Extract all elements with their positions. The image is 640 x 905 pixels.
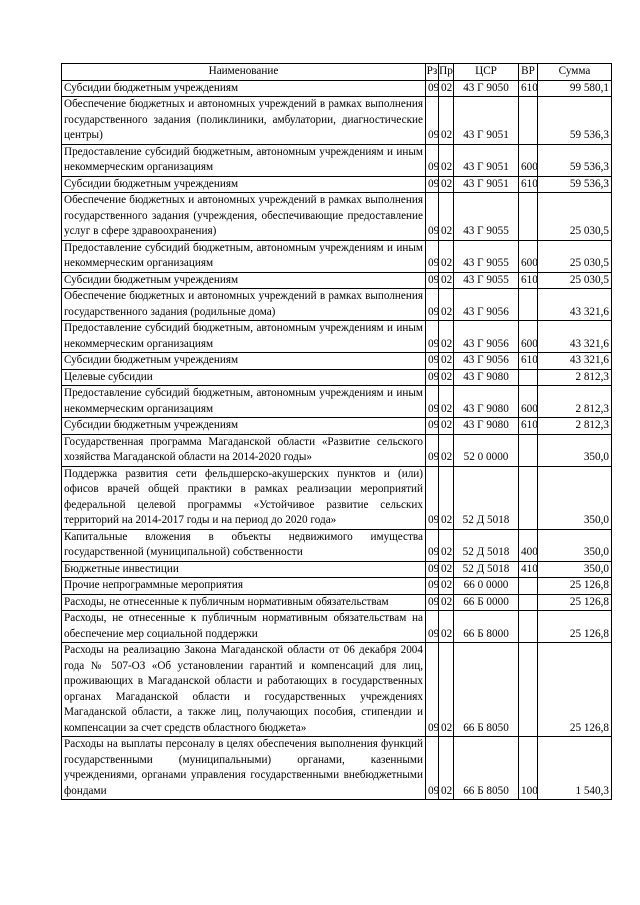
table-row [62,737,612,800]
row-csr: 43 Г 9055 [454,272,519,289]
row-pr: 02 [439,643,454,737]
row-sum: 2 812,3 [538,418,612,435]
row-pr: 02 [439,240,454,272]
row-csr: 43 Г 9055 [454,193,519,241]
row-pr: 02 [439,611,454,643]
row-rz: 09 [426,594,439,611]
row-rz: 09 [426,176,439,193]
row-vr [519,594,538,611]
row-csr: 66 Б 8050 [454,737,519,800]
row-vr: 610 [519,176,538,193]
row-rz: 09 [426,737,439,800]
row-pr: 02 [439,193,454,241]
row-rz: 09 [426,321,439,353]
table-row [62,321,612,353]
row-name: Субсидии бюджетным учреждениям [62,272,426,289]
row-name: Субсидии бюджетным учреждениям [62,80,426,97]
row-vr: 400 [519,529,538,561]
table-row [62,418,612,435]
row-name: Обеспечение бюджетных и автономных учреждений в рамках выполнения государственного задания (родильные дома) [62,289,426,321]
row-vr [519,643,538,737]
row-name: Предоставление субсидий бюджетным, автономным учреждениям и иным некоммерческим организациям [62,240,426,272]
row-vr: 610 [519,418,538,435]
row-csr: 66 Б 0000 [454,594,519,611]
row-sum: 25 030,5 [538,193,612,241]
row-rz: 09 [426,434,439,466]
row-csr: 66 Б 8000 [454,611,519,643]
row-name: Прочие непрограммные мероприятия [62,578,426,595]
table-header-row [62,64,612,81]
row-name: Целевые субсидии [62,369,426,386]
row-rz: 09 [426,240,439,272]
row-vr: 610 [519,272,538,289]
table-row [62,176,612,193]
row-name: Поддержка развития сети фельдшерско-акушерских пунктов и (или) офисов врачей общей практики в рамках реализации мероприятий федеральной целевой программы «Устойчивое развитие сельских территорий на 2014-2017 годы и на период до 2020 года» [62,466,426,529]
row-vr [519,578,538,595]
row-rz: 09 [426,353,439,370]
row-pr: 02 [439,737,454,800]
row-vr [519,289,538,321]
row-vr: 100 [519,737,538,800]
row-csr: 43 Г 9080 [454,418,519,435]
row-rz: 09 [426,97,439,145]
table-row [62,434,612,466]
row-vr: 600 [519,144,538,176]
row-vr: 600 [519,240,538,272]
row-vr [519,97,538,145]
row-vr: 600 [519,321,538,353]
row-name: Расходы на выплаты персоналу в целях обеспечения выполнения функций государственными (муниципальными) органами, казенными учреждениями, органами управления государственными внебюджетными фондами [62,737,426,800]
row-pr: 02 [439,561,454,578]
row-name: Расходы на реализацию Закона Магаданской области от 06 декабря 2004 года № 507-ОЗ «Об установлении гарантий и компенсаций для лиц, проживающих в Магаданской области и работающих в государственных органах Магаданской области и государственных учреждениях Магаданской области, а также лиц, получающих пособия, стипендии и компенсации за счет средств областного бюджета» [62,643,426,737]
table-row [62,240,612,272]
table-row [62,193,612,241]
row-pr: 02 [439,144,454,176]
row-sum: 350,0 [538,434,612,466]
row-csr: 43 Г 9050 [454,80,519,97]
table-row [62,97,612,145]
header-vr: ВР [519,64,538,81]
row-name: Предоставление субсидий бюджетным, автономным учреждениям и иным некоммерческим организациям [62,321,426,353]
row-name: Обеспечение бюджетных и автономных учреждений в рамках выполнения государственного задания (поликлиники, амбулатории, диагностические центры) [62,97,426,145]
row-rz: 09 [426,193,439,241]
row-pr: 02 [439,321,454,353]
row-pr: 02 [439,369,454,386]
row-csr: 43 Г 9056 [454,321,519,353]
row-sum: 25 030,5 [538,272,612,289]
row-pr: 02 [439,418,454,435]
row-vr: 610 [519,353,538,370]
table-row [62,643,612,737]
row-pr: 02 [439,176,454,193]
table-row [62,466,612,529]
table-row [62,144,612,176]
row-sum: 25 030,5 [538,240,612,272]
table-row [62,529,612,561]
row-name: Субсидии бюджетным учреждениям [62,418,426,435]
table-row [62,594,612,611]
row-sum: 1 540,3 [538,737,612,800]
row-rz: 09 [426,289,439,321]
header-pr: Пр [439,64,454,81]
table-row [62,578,612,595]
row-name: Расходы, не отнесенные к публичным нормативным обязательствам на обеспечение мер социальной поддержки [62,611,426,643]
row-rz: 09 [426,144,439,176]
header-csr: ЦСР [454,64,519,81]
row-sum: 43 321,6 [538,289,612,321]
row-csr: 43 Г 9056 [454,289,519,321]
row-sum: 25 126,8 [538,611,612,643]
row-sum: 2 812,3 [538,369,612,386]
row-rz: 09 [426,386,439,418]
row-pr: 02 [439,434,454,466]
row-pr: 02 [439,97,454,145]
row-rz: 09 [426,561,439,578]
budget-table [61,63,612,800]
table-row [62,386,612,418]
row-csr: 52 0 0000 [454,434,519,466]
row-sum: 350,0 [538,561,612,578]
row-csr: 43 Г 9051 [454,176,519,193]
row-name: Государственная программа Магаданской области «Развитие сельского хозяйства Магаданской области на 2014-2020 годы» [62,434,426,466]
row-sum: 25 126,8 [538,643,612,737]
row-csr: 43 Г 9080 [454,369,519,386]
row-name: Бюджетные инвестиции [62,561,426,578]
row-rz: 09 [426,418,439,435]
row-rz: 09 [426,643,439,737]
row-rz: 09 [426,578,439,595]
row-csr: 43 Г 9051 [454,144,519,176]
row-sum: 43 321,6 [538,353,612,370]
row-vr: 410 [519,561,538,578]
row-sum: 350,0 [538,529,612,561]
row-pr: 02 [439,578,454,595]
row-sum: 59 536,3 [538,176,612,193]
row-vr [519,611,538,643]
row-vr [519,466,538,529]
row-rz: 09 [426,611,439,643]
row-pr: 02 [439,80,454,97]
document-page [61,63,611,800]
header-rz: Рз [426,64,439,81]
row-pr: 02 [439,289,454,321]
row-csr: 66 0 0000 [454,578,519,595]
table-row [62,353,612,370]
row-vr: 600 [519,386,538,418]
row-csr: 43 Г 9051 [454,97,519,145]
row-rz: 09 [426,369,439,386]
row-sum: 59 536,3 [538,144,612,176]
table-row [62,369,612,386]
row-rz: 09 [426,272,439,289]
row-csr: 43 Г 9055 [454,240,519,272]
row-sum: 43 321,6 [538,321,612,353]
row-name: Предоставление субсидий бюджетным, автономным учреждениям и иным некоммерческим организациям [62,144,426,176]
table-row [62,289,612,321]
row-pr: 02 [439,386,454,418]
row-pr: 02 [439,353,454,370]
row-vr: 610 [519,80,538,97]
row-name: Субсидии бюджетным учреждениям [62,353,426,370]
row-csr: 66 Б 8050 [454,643,519,737]
row-pr: 02 [439,594,454,611]
row-vr [519,369,538,386]
row-vr [519,434,538,466]
row-pr: 02 [439,466,454,529]
row-sum: 59 536,3 [538,97,612,145]
row-csr: 43 Г 9080 [454,386,519,418]
row-csr: 43 Г 9056 [454,353,519,370]
row-name: Обеспечение бюджетных и автономных учреждений в рамках выполнения государственного задания (учреждения, обеспечивающие предоставление услуг в сфере здравоохранения) [62,193,426,241]
header-name: Наименование [62,64,426,81]
row-sum: 99 580,1 [538,80,612,97]
row-pr: 02 [439,272,454,289]
row-sum: 25 126,8 [538,578,612,595]
row-sum: 25 126,8 [538,594,612,611]
header-sum: Сумма [538,64,612,81]
table-row [62,80,612,97]
table-body [62,80,612,800]
table-row [62,272,612,289]
row-name: Предоставление субсидий бюджетным, автономным учреждениям и иным некоммерческим организациям [62,386,426,418]
row-name: Расходы, не отнесенные к публичным нормативным обязательствам [62,594,426,611]
row-rz: 09 [426,466,439,529]
row-sum: 350,0 [538,466,612,529]
row-name: Капитальные вложения в объекты недвижимого имущества государственной (муниципальной) собственности [62,529,426,561]
row-csr: 52 Д 5018 [454,529,519,561]
row-vr [519,193,538,241]
row-pr: 02 [439,529,454,561]
row-csr: 52 Д 5018 [454,466,519,529]
row-sum: 2 812,3 [538,386,612,418]
row-rz: 09 [426,80,439,97]
row-name: Субсидии бюджетным учреждениям [62,176,426,193]
table-row [62,611,612,643]
row-csr: 52 Д 5018 [454,561,519,578]
row-rz: 09 [426,529,439,561]
table-row [62,561,612,578]
